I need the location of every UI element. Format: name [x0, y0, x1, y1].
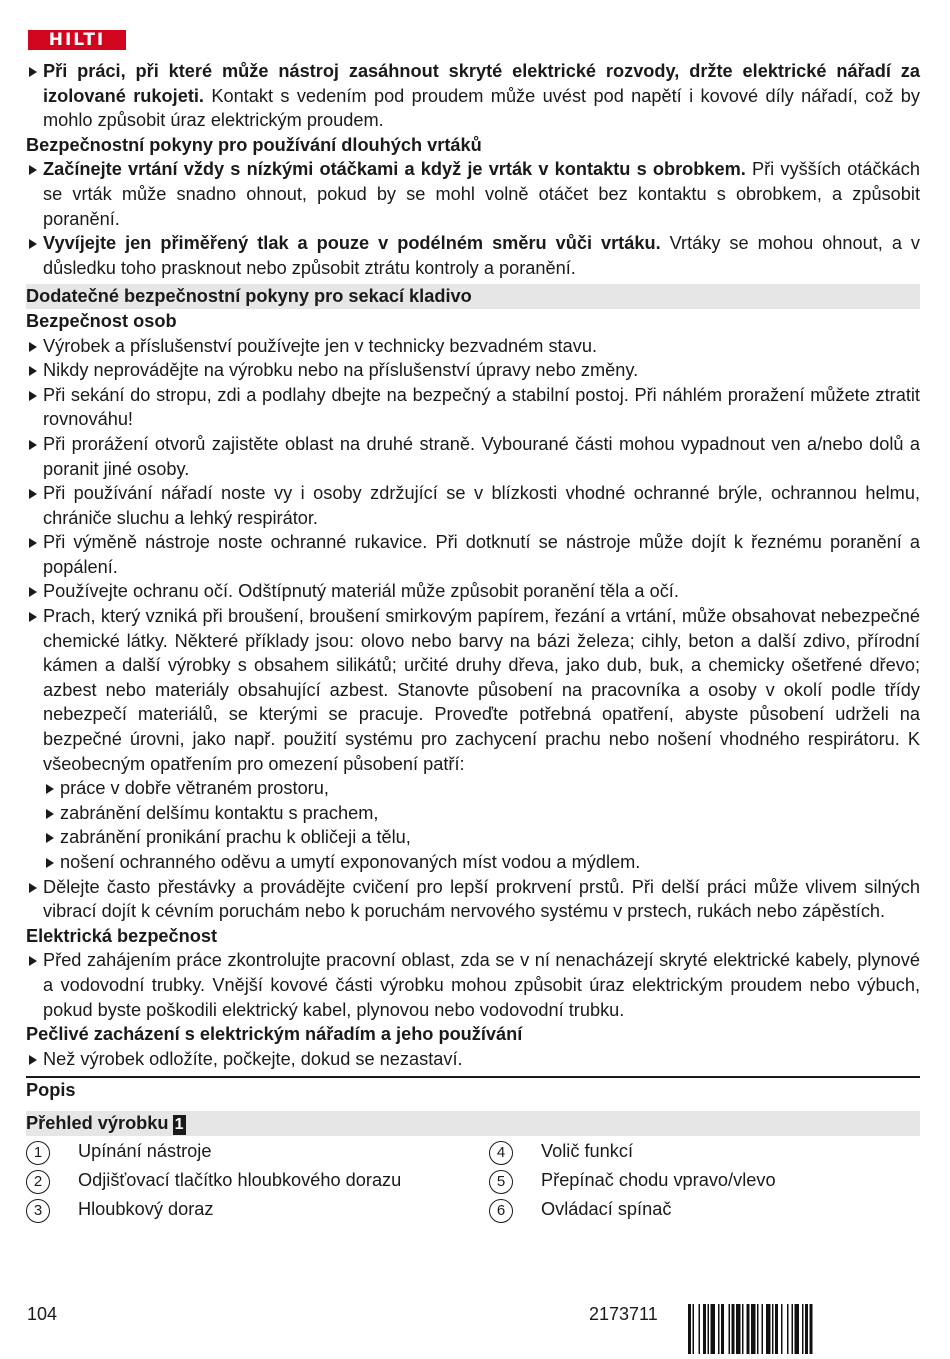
bullet-triangle-icon — [29, 587, 37, 597]
item-text: Než výrobek odložíte, počkejte, dokud se nezastaví. — [43, 1048, 463, 1069]
bullet-triangle-icon — [29, 612, 37, 622]
item-text: zabránění delšímu kontaktu s prachem, — [60, 802, 379, 823]
item-text: Při výměně nástroje noste ochranné rukavice. Při dotknutí se nástroje může dojít k řeznému poranění a popálení. — [43, 532, 920, 577]
part-number-circle: 5 — [489, 1170, 513, 1194]
item-text: Dělejte často přestávky a provádějte cvičení pro lepší prokrvení prstů. Při delší práci může vlivem silných vibrací dojít k cévním poruchám nebo k poruchám nervového systému v prstech, rukách nebo zápěstích. — [43, 876, 920, 922]
list-item — [26, 1047, 920, 1072]
item-text: Používejte ochranu očí. Odštípnutý materiál může způsobit poranění těla a očí. — [43, 581, 679, 602]
bullet-triangle-icon — [29, 440, 37, 450]
section-heading-drills: Bezpečnostní pokyny pro používání dlouhých vrtáků — [26, 134, 482, 155]
list-item — [26, 481, 920, 530]
overview-heading-text: Přehled výrobku — [26, 1113, 169, 1134]
list-item — [26, 530, 920, 579]
sub-list-item — [43, 825, 920, 850]
page-number: 104 — [27, 1304, 58, 1324]
part-label: Odjišťovací tlačítko hloubkového dorazu — [78, 1170, 402, 1191]
bullet-triangle-icon — [29, 67, 37, 77]
bullet-triangle-icon — [29, 489, 37, 499]
list-item — [26, 948, 920, 1022]
item-text: Prach, který vzniká při broušení, broušení smirkovým papírem, řezání a vrtání, může obsahovat nebezpečné chemické látky. Některé příklady jsou: olovo nebo barvy na bázi železa; cihly, beton a další zdivo, přírodní kámen a další výrobky s obsahem silikátů; určité druhy dřeva, jako dub, buk, a chemicky ošetřené dřevo; azbest nebo materiály obsahující azbest. Stanovte působení na pracovníka a osoby v okolí podle třídy nebezpečí materiálů, se kterými se pracuje. Proveďte potřebná opatření, abyste působení udrželi na bezpečné úrovni, jako např. použití systému pro zachycení prachu nebo nošení vhodného respirátoru. K všeobecným opatřením pro omezení působení patří: — [43, 606, 920, 774]
bullet-triangle-icon — [29, 165, 37, 175]
list-item — [26, 875, 920, 924]
list-item — [26, 383, 920, 432]
list-item — [26, 59, 920, 133]
parts-legend — [26, 1139, 920, 1229]
document-code: 2173711 — [589, 1304, 658, 1324]
list-item — [26, 358, 920, 383]
bullet-triangle-icon — [46, 833, 54, 843]
part-number-circle: 3 — [26, 1199, 50, 1223]
sub-list-item — [43, 850, 920, 875]
item-bold-text: Začínejte vrtání vždy s nízkými otáčkami a když je vrták v kontaktu s obrobkem. — [43, 159, 746, 180]
item-text: Při sekání do stropu, zdi a podlahy dbejte na bezpečný a stabilní postoj. Při náhlém proražení můžete ztratit rovnováhu! — [43, 384, 920, 430]
part-label: Hloubkový doraz — [78, 1199, 214, 1220]
barcode-image — [688, 1304, 920, 1354]
bullet-triangle-icon — [46, 809, 54, 819]
list-item — [26, 334, 920, 359]
section-heading-handling: Pečlivé zacházení s elektrickým nářadím a jeho používání — [26, 1024, 523, 1045]
item-text: práce v dobře větraném prostoru, — [60, 778, 329, 799]
part-number-circle: 4 — [489, 1141, 513, 1165]
sub-list-item — [43, 801, 920, 826]
item-text: Kontakt s vedením pod proudem může uvést pod napětí i kovové díly nářadí, což by mohlo způsobit úraz elektrickým proudem. — [43, 85, 920, 131]
item-bold-text: Při práci, při které může nástroj zasáhnout skryté elektrické rozvody, držte elektrické nářadí za izolované rukojeti. — [43, 61, 920, 106]
bullet-triangle-icon — [29, 366, 37, 376]
part-number-circle: 2 — [26, 1170, 50, 1194]
item-text: zabránění pronikání prachu k obličeji a tělu, — [60, 827, 411, 848]
section-heading-chisel: Dodatečné bezpečnostní pokyny pro sekací kladivo — [26, 284, 920, 309]
part-label: Upínání nástroje — [78, 1141, 212, 1162]
part-number-circle: 1 — [26, 1141, 50, 1165]
bullet-triangle-icon — [29, 538, 37, 548]
bullet-triangle-icon — [29, 391, 37, 401]
item-text: Při vyšších otáčkách se vrták může snadno ohnout, pokud by se mohl volně otáčet bez kontaktu s obrobkem, a způsobit poranění. — [43, 159, 920, 229]
item-text: Výrobek a příslušenství používejte jen v technicky bezvadném stavu. — [43, 335, 597, 356]
list-item — [26, 579, 920, 604]
chapter-heading-description: Popis — [26, 1076, 920, 1105]
figure-reference-badge: 1 — [173, 1115, 186, 1135]
bullet-triangle-icon — [46, 858, 54, 868]
item-text: Vrtáky se mohou ohnout, a v důsledku toho prasknout nebo způsobit ztrátu kontroly a poranění. — [43, 233, 920, 278]
item-text: nošení ochranného oděvu a umytí exponovaných míst vodou a mýdlem. — [60, 852, 641, 872]
bullet-triangle-icon — [29, 883, 37, 893]
section-heading-overview — [26, 1111, 920, 1136]
list-item — [26, 432, 920, 481]
list-item — [26, 604, 920, 776]
part-label: Přepínač chodu vpravo/vlevo — [541, 1170, 776, 1191]
bullet-triangle-icon — [29, 1055, 37, 1065]
item-text: Před zahájením práce zkontrolujte pracovní oblast, zda se v ní nenacházejí skryté elektrické kabely, plynové a vodovodní trubky. Vnější kovové části výrobku mohou způsobit úraz elektrickým proudem nebo výbuch, pokud byste poškodili elektrický kabel, plynovou nebo vodovodní trubku. — [43, 950, 920, 1020]
item-bold-text: Vyvíjejte jen přiměřený tlak a pouze v podélném směru vůči vrtáku. — [43, 233, 661, 254]
bullet-triangle-icon — [29, 239, 37, 249]
hilti-logo: HILTI — [28, 30, 126, 50]
item-text: Při prorážení otvorů zajistěte oblast na druhé straně. Vybourané části mohou vypadnout ven a/nebo dolů a poranit jiné osoby. — [43, 433, 920, 479]
bullet-triangle-icon — [29, 956, 37, 966]
item-text: Při používání nářadí noste vy i osoby zdržující se v blízkosti vhodné ochranné brýle, ochrannou helmu, chrániče sluchu a lehký respirátor. — [43, 483, 920, 528]
page-content — [26, 59, 920, 1229]
list-item — [26, 157, 920, 231]
section-heading-electrical: Elektrická bezpečnost — [26, 925, 218, 946]
list-item — [26, 231, 920, 280]
bullet-triangle-icon — [46, 784, 54, 794]
bullet-triangle-icon — [29, 342, 37, 352]
sub-list-item — [43, 776, 920, 801]
item-text: Nikdy neprovádějte na výrobku nebo na příslušenství úpravy nebo změny. — [43, 360, 639, 381]
part-label: Ovládací spínač — [541, 1199, 672, 1220]
part-label: Volič funkcí — [541, 1141, 633, 1162]
subsection-heading-personal-safety: Bezpečnost osob — [26, 310, 177, 331]
part-number-circle: 6 — [489, 1199, 513, 1223]
